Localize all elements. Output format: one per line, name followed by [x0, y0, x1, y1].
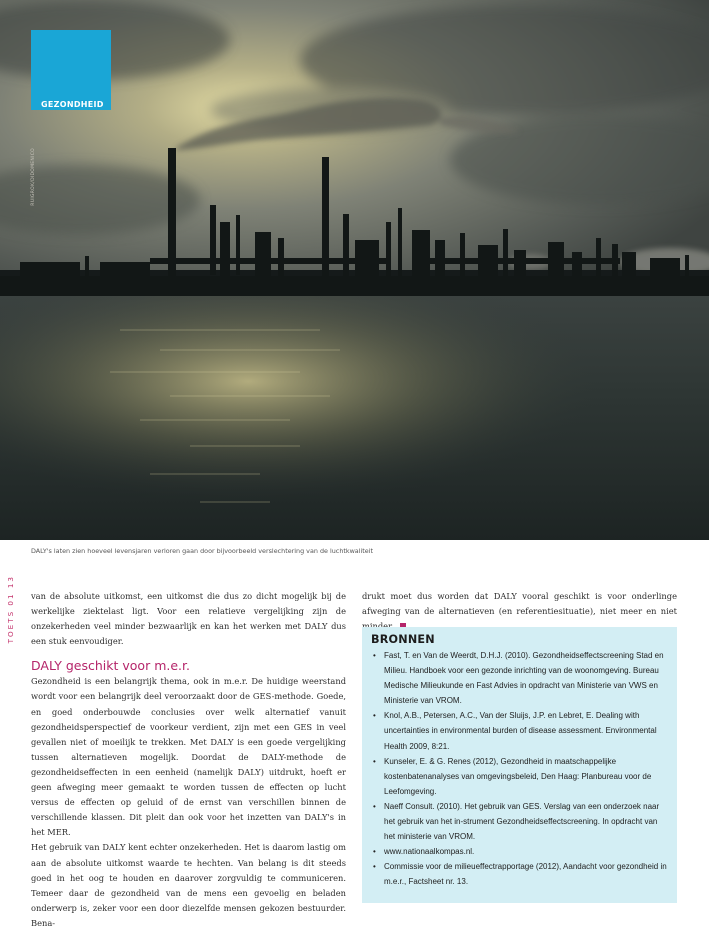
section-heading: DALY geschikt voor m.e.r. [31, 658, 190, 674]
sources-title: BRONNEN [371, 633, 435, 646]
intro-paragraph: van de absolute uitkomst, een uitkomst die dus zo dicht mogelijk bij de werkelijke ziektelast ligt. Voor een relatieve vergelijking zijn de onzekerheden veel minder bezwaarlijk en kan het werken met DALY dus een stuk eenvoudiger. [31, 591, 346, 647]
closing-text: drukt moet dus worden dat DALY vooral geschikt is voor onderlinge afweging van de alternatieven (en referentiesituatie), niet meer en niet [362, 591, 677, 617]
body-paragraph-1: Gezondheid is een belangrijk thema, ook in m.e.r. De huidige weerstand wordt voor een belangrijk deel veroorzaakt door de GES-methode. Goede, en goed onderbouwde conclusies over welk alternatief vanuit gezondheidsperspectief de voorkeur verdient, zijn met een GES in veel gevallen niet of moeilijk te trekken. Met DALY is een goede vergelijking tussen alternatieven mogelijk. Doordat de DALY-methode de gezondheidseffecten in een eenheid (namelijk DALY) uitdrukt, hoeft er geen afweging meer gemaakt te worden tussen de effecten op lucht versus de effecten op geluid of de ernst van verschillen binnen de verschillende klassen. Dit pleit dan ook voor het inzetten van DALY's in het MER. [31, 676, 346, 838]
source-item: • Fast, T. en Van de Weerdt, D.H.J. (2010). Gezondheidseffectscreening Stad en Milieu. Handboek voor een gezonde inrichting van de woonomgeving. Bureau Medische Milieukunde en Fast Advies in opdracht van Ministerie van VWS en Ministerie van VROM. [371, 648, 667, 708]
sources-list [371, 648, 667, 890]
section-tag-label: GEZONDHEID [41, 100, 104, 109]
photo-credit: RUIGROK/DIDOMENICO [31, 148, 36, 206]
page-folio: TOETS 01 13 [6, 575, 15, 644]
source-link-item[interactable]: • www.nationaalkompas.nl. [371, 844, 667, 859]
left-column [31, 589, 346, 931]
source-item: • Kunseler, E. & G. Renes (2012), Gezondheid in maatschappelijke kostenbatenanalyses van omgevingsbeleid, Den Haag: Planbureau voor de Leefomgeving. [371, 754, 667, 799]
source-item: • Commissie voor de milieueffectrapportage (2012), Aandacht voor gezondheid in m.e.r., Factsheet nr. 13. [371, 859, 667, 889]
source-item: • Knol, A.B., Petersen, A.C., Van der Sluijs, J.P. en Lebret, E. Dealing with uncertainties in environmental burden of disease assessment. Environmental Health 2009, 8:21. [371, 708, 667, 753]
section-tag-box [31, 30, 111, 110]
photo-caption: DALY's laten zien hoeveel levensjaren verloren gaan door bijvoorbeeld verslechtering van de luchtkwaliteit [31, 547, 373, 555]
sources-box [362, 627, 677, 903]
source-item: • Naeff Consult. (2010). Het gebruik van GES. Verslag van een onderzoek naar het gebruik van het in-strument Gezondheidseffectscreening. In opdracht van het ministerie van VROM. [371, 799, 667, 844]
body-paragraph-2: Het gebruik van DALY kent echter onzekerheden. Het is daarom lastig om aan de absolute uitkomst waarde te hechten. Van belang is dit steeds goed in het oog te houden en daarover zorgvuldig te communiceren. Temeer daar de gezondheid van de mens een gevoelig en beladen onderwerp is, zeker voor een door diezelfde mensen gekozen bestuurder. Bena- [31, 842, 346, 928]
